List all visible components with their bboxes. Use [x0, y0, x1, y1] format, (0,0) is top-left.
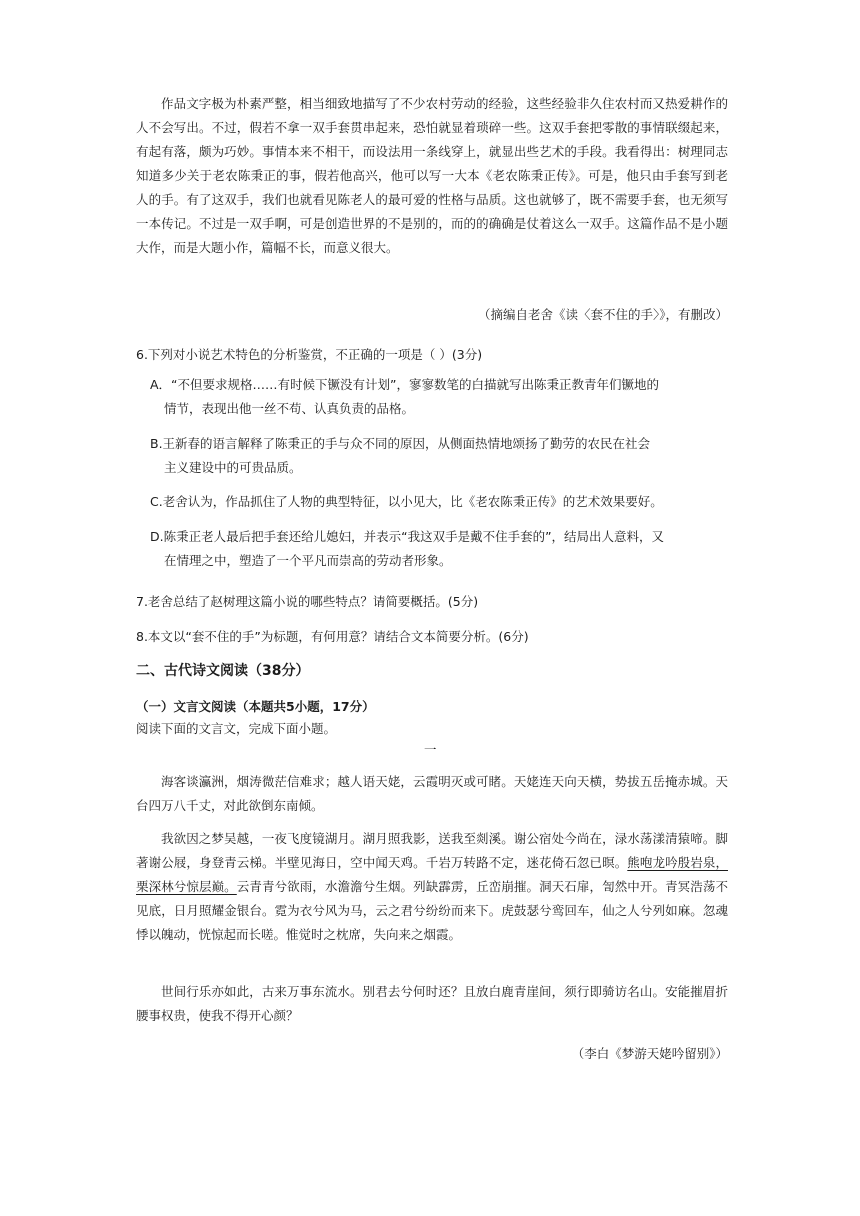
option-c-line1: C.老舍认为，作品抓住了人物的典型特征，以小见大，比《老农陈秉正传》的艺术效果要好。: [150, 494, 663, 509]
poem-paragraph-2: [136, 827, 728, 947]
poem-paragraph-1: [136, 770, 728, 818]
option-b-line2: 主义建设中的可贵品质。: [164, 460, 302, 475]
option-d-line1: D.陈秉正老人最后把手套还给儿媳妇，并表示“我这双手是戴不住手套的”，结局出人意料，又: [150, 529, 665, 544]
question-6-option-a: [150, 373, 730, 421]
review-passage: [136, 92, 728, 260]
question-6-stem: 6.下列对小说艺术特色的分析鉴赏，不正确的一项是（ ）(3分): [136, 347, 483, 362]
section-2-title: 二、古代诗文阅读（38分）: [136, 663, 310, 679]
poem-p2-part-a: 我欲因之梦吴越，一夜飞度镜湖月。湖月照我影，送我至剡溪。谢公宿处今尚在，渌水荡漾清猿啼。脚著谢公屐，身登青云梯。半壁见海日，空中闻天鸡。千岩万转路不定，迷花倚石忽已暝。: [136, 831, 728, 870]
poem-source: （李白《梦游天姥吟留别》）: [571, 1046, 728, 1061]
poem-p2-underlined: 熊咆龙吟殷岩泉，栗深林兮惊层巅。: [136, 855, 728, 894]
question-7: 7.老舍总结了赵树理这篇小说的哪些特点？请简要概括。(5分): [136, 594, 479, 609]
question-6-option-c: [150, 490, 730, 514]
review-paragraph: 作品文字极为朴素严整，相当细致地描写了不少农村劳动的经验，这些经验非久住农村而又热爱耕作的人不会写出。不过，假若不拿一双手套贯串起来，恐怕就显着琐碎一些。这双手套把零散的事情联缀起来，有起有落，颇为巧妙。事情本来不相干，而设法用一条线穿上，就显出些艺术的手段。我看得出：树理同志知道多少关于老农陈秉正的事，假若他高兴，他可以写一大本《老农陈秉正传》。可是，他只由手套写到老人的手。有了这双手，我们也就看见陈老人的最可爱的性格与品质。这也就够了，既不需要手套，也无须写一本传记。不过是一双手啊，可是创造世界的不是别的，而的的确确是仗着这么一双手。这篇作品不是小题大作，而是大题小作，篇幅不长，而意义很大。: [136, 96, 728, 255]
option-b-line1: B.王新春的语言解释了陈秉正的手与众不同的原因，从侧面热情地颂扬了勤劳的农民在社会: [150, 436, 651, 451]
question-6-option-d: [150, 525, 730, 573]
poem-p2-part-b: 云青青兮欲雨，水澹澹兮生烟。列缺霹雳，丘峦崩摧。洞天石扉，訇然中开。青冥浩荡不见底，日月照耀金银台。霓为衣兮风为马，云之君兮纷纷而来下。虎鼓瑟兮鸾回车，仙之人兮列如麻。忽魂悸以魄动，恍惊起而长嗟。惟觉时之枕席，失向来之烟霞。: [136, 879, 728, 942]
poem-p1-text: 海客谈瀛洲，烟涛微茫信难求；越人语天姥，云霞明灭或可睹。天姥连天向天横，势拔五岳掩赤城。天台四万八千丈，对此欲倒东南倾。: [136, 774, 728, 813]
option-d-line2: 在情理之中，塑造了一个平凡而崇高的劳动者形象。: [164, 553, 452, 568]
poem-p3-text: 世间行乐亦如此，古来万事东流水。别君去兮何时还？且放白鹿青崖间，须行即骑访名山。安能摧眉折腰事权贵，使我不得开心颜？: [136, 984, 728, 1023]
section-2-instruction: 阅读下面的文言文，完成下面小题。: [136, 721, 337, 736]
option-a-line1: A．“不但要求规格……有时候下镢没有计划”，寥寥数笔的白描就写出陈秉正教青年们镢地的: [150, 377, 660, 392]
poem-p2-text: [136, 827, 728, 947]
question-6-option-b: [150, 432, 730, 480]
section-2-subtitle: （一）文言文阅读（本题共5小题，17分）: [136, 699, 375, 714]
review-source: （摘编自老舍《读〈套不住的手〉》，有删改）: [477, 307, 728, 322]
text-marker: 一: [424, 742, 437, 757]
poem-paragraph-3: [136, 980, 728, 1028]
option-a-line2: 情节，表现出他一丝不苟、认真负责的品格。: [164, 401, 415, 416]
question-8: 8.本文以“套不住的手”为标题，有何用意？请结合文本简要分析。(6分): [136, 629, 529, 644]
